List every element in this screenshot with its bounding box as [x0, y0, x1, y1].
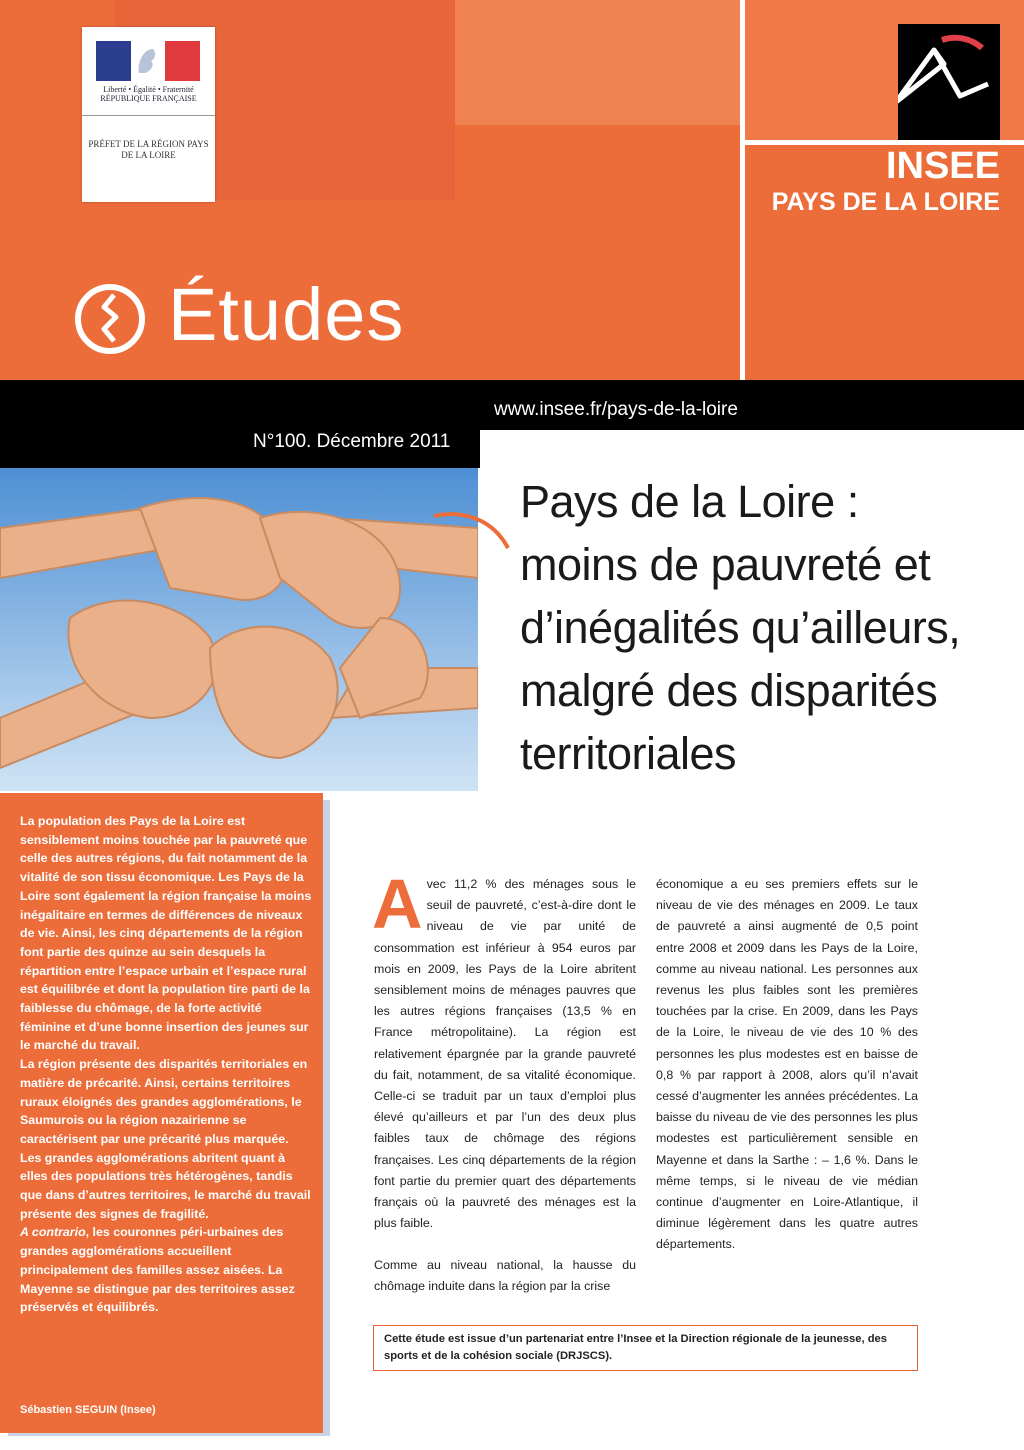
prefect-label: PRÉFET DE LA RÉGION PAYS DE LA LOIRE	[88, 139, 209, 160]
partner-note: Cette étude est issue d’un partenariat entre l’Insee et la Direction régionale de la jeunesse, des sports et de la cohésion sociale (DRJSCS).	[373, 1325, 918, 1371]
republic-motto: Liberté • Égalité • Fraternité RÉPUBLIQUE FRANÇAISE	[100, 85, 197, 103]
summary-italic: A contrario	[20, 1225, 86, 1240]
card-divider	[82, 115, 215, 116]
series-title: Études	[168, 273, 405, 356]
headline-line: d’inégalités qu’ailleurs,	[520, 602, 961, 653]
insee-region: PAYS DE LA LOIRE	[771, 188, 1000, 216]
issue-label: N°100. Décembre 2011	[253, 431, 451, 452]
insee-title: INSEE	[885, 145, 1000, 187]
header-accent-block	[455, 0, 740, 125]
drop-cap: A	[372, 865, 423, 943]
summary-text	[20, 812, 312, 1317]
body-paragraph: Comme au niveau national, la hausse du chômage induite dans la région par la crise	[374, 1258, 636, 1294]
summary-paragraph: La population des Pays de la Loire est sensiblement moins touchée par la pauvreté que celle des autres régions, du fait notamment de la vitalité de son tissu économique. Les Pays de la Loire sont également la région française la moins inégalitaire en termes de différences de niveaux de vie. Ainsi, les cinq départements de la région font partie des quinze au sein desquels la répartition entre l’espace urbain et l’espace rural est équilibrée et dont la population tire parti de la faiblesse du chômage, de la forte activité féminine et d’une bonne insertion des jeunes sur le marché du travail.	[20, 814, 312, 1053]
headline	[520, 470, 990, 785]
marianne-flag-logo	[96, 41, 200, 81]
author-credit: Sébastien SEGUIN (Insee)	[20, 1404, 156, 1416]
joined-hands-photo	[0, 468, 478, 791]
headline-line: moins de pauvreté et	[520, 539, 931, 590]
headline-line: malgré des disparités	[520, 665, 938, 716]
summary-paragraph: La région présente des disparités territoriales en matière de précarité. Ainsi, certains territoires ruraux éloignés des grandes agglomérations, le Saumurois ou la région nazairienne se caractérisent par une précarité plus marquée. Les grandes agglomérations abritent quant à elles des populations très hétérogènes, tandis que dans d’autres territoires, le marché du travail présente des signes de fragilité.	[20, 1057, 311, 1221]
summary-paragraph-rest: , les couronnes péri-urbaines des grandes agglomérations accueillent principalement des familles assez aisées. La Mayenne se distingue par des territoires assez préservés et équilibrés.	[20, 1225, 295, 1315]
body-paragraph: Avec 11,2 % des ménages sous le seuil de pauvreté, c’est-à-dire dont le niveau de vie par unité de consommation est inférieur à 954 euros par mois en 2009, les Pays de la Loire abritent sensiblement moins de ménages pauvres que les autres régions françaises (13,5 % en France métropolitaine). La région est relativement épargnée par la grande pauvreté du fait, notamment, de sa vitalité économique. Celle-ci se traduit par un taux d’emploi plus élevé qu’ailleurs et par l’un des deux plus faibles taux de chômage des régions françaises. Les cinq départements de la région font partie du premier quart des départements français où la pauvreté des ménages est la plus faible.	[372, 865, 636, 1231]
site-url-link[interactable]: www.insee.fr/pays-de-la-loire	[494, 399, 738, 420]
headline-line: territoriales	[520, 728, 737, 779]
body-column-2	[656, 874, 918, 1256]
body-paragraph: économique a eu ses premiers effets sur le niveau de vie des ménages en 2009. Le taux de pauvreté a ainsi augmenté de 0,5 point entre 2008 et 2009 dans les Pays de la Loire, comme au niveau national. Les personnes aux revenus les plus faibles sont les premières touchées par la crise. En 2009, dans les Pays de la Loire, le niveau de vie des 10 % des personnes les plus modestes est en baisse de 0,8 % par rapport à 2008, alors qu’il n’avait cessé d’augmenter les années précédentes. La baisse du niveau de vie des personnes les plus modestes est particulièrement sensible en Mayenne et dans la Sarthe : – 1,6 %. Dans le même temps, si le niveau de vie médian continue d’augmenter en Loire-Atlantique, il diminue légèrement dans les quatre autres départements.	[656, 877, 918, 1252]
prefecture-logo-card	[82, 27, 215, 202]
etudes-logo-icon	[74, 283, 146, 355]
headline-accent-curve	[432, 508, 512, 558]
body-column-1	[372, 865, 636, 1234]
insee-logo	[898, 24, 1000, 140]
summary-paragraph	[20, 1223, 312, 1317]
headline-line: Pays de la Loire :	[520, 476, 859, 527]
